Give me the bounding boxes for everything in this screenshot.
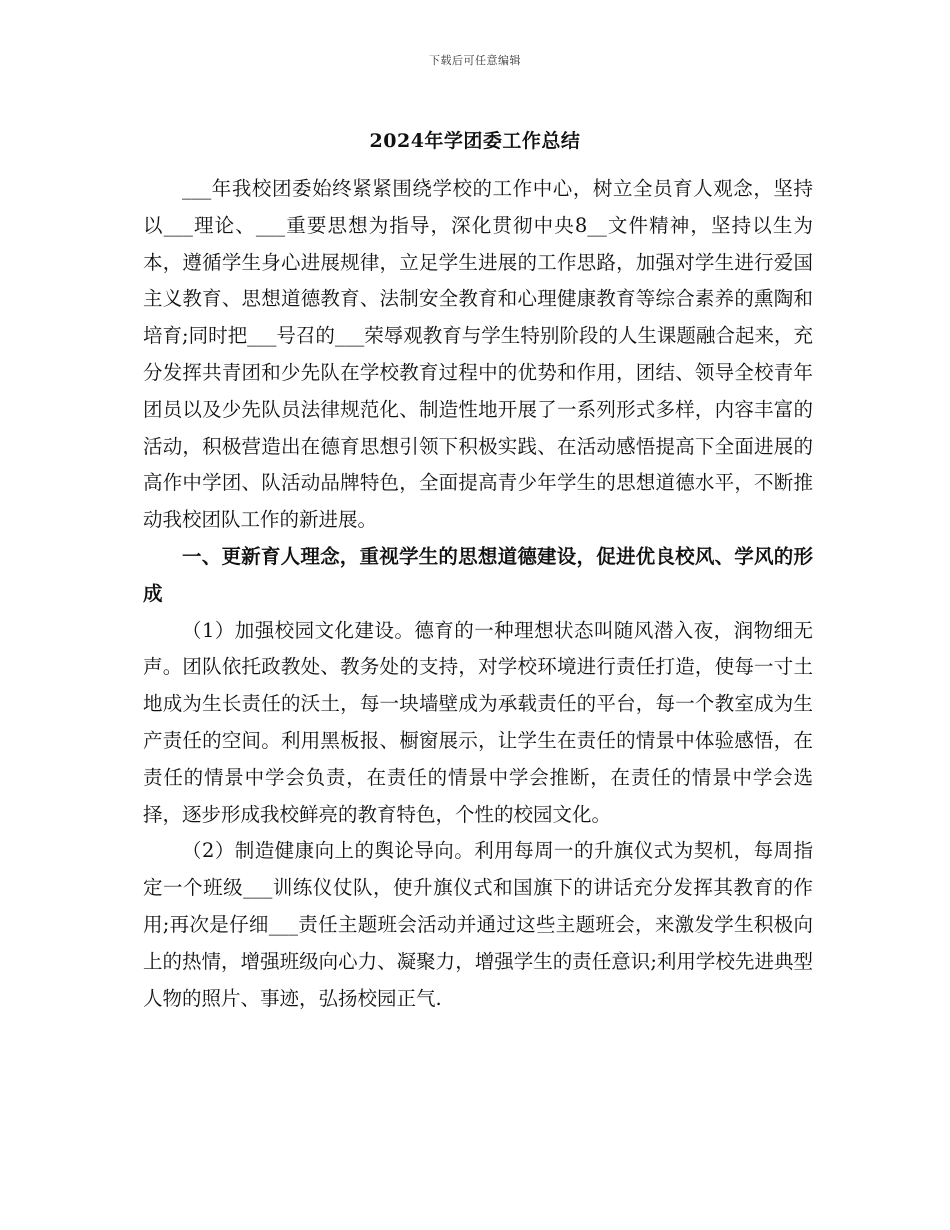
document-title: 2024年学团委工作总结	[369, 130, 581, 152]
section-heading-1: 一、更新育人理念，重视学生的思想道德建设，促进优良校风、学风的形成	[143, 544, 813, 605]
document-body	[143, 171, 813, 1017]
intro-paragraph: ___年我校团委始终紧紧围绕学校的工作中心，树立全员育人观念，坚持以___理论、___重要思想为指导，深化贯彻中央8__文件精神，坚持以生为本，遵循学生身心进展规律，立足学生进展的工作思路，加强对学生进行爱国主义教育、思想道德教育、法制安全教育和心理健康教育等综合素养的熏陶和培育;同时把___号召的___荣辱观教育与学生特别阶段的人生课题融合起来，充分发挥共青团和少先队在学校教育过程中的优势和作用，团结、领导全校青年团员以及少先队员法律规范化、制造性地开展了一系列形式多样，内容丰富的活动，积极营造出在德育思想引领下积极实践、在活动感悟提高下全面进展的高作中学团、队活动品牌特色，全面提高青少年学生的思想道德水平，不断推动我校团队工作的新进展。	[143, 177, 813, 532]
item-paragraph-1: （1）加强校园文化建设。德育的一种理想状态叫随风潜入夜，润物细无声。团队依托政教处、教务处的支持，对学校环境进行责任打造，使每一寸土地成为生长责任的沃土，每一块墙壁成为承载责任的平台，每一个教室成为生产责任的空间。利用黑板报、橱窗展示，让学生在责任的情景中体验感悟，在责任的情景中学会负责，在责任的情景中学会推断，在责任的情景中学会选择，逐步形成我校鲜亮的教育特色，个性的校园文化。	[143, 618, 813, 826]
page-header-note: 下载后可任意编辑	[429, 54, 521, 67]
item-paragraph-2: （2）制造健康向上的舆论导向。利用每周一的升旗仪式为契机，每周指定一个班级___训练仪仗队，使升旗仪式和国旗下的讲话充分发挥其教育的作用;再次是仔细___责任主题班会活动并通过这些主题班会，来激发学生积极向上的热情，增强班级向心力、凝聚力，增强学生的责任意识;利用学校先进典型人物的照片、事迹，弘扬校园正气.	[143, 839, 813, 1010]
